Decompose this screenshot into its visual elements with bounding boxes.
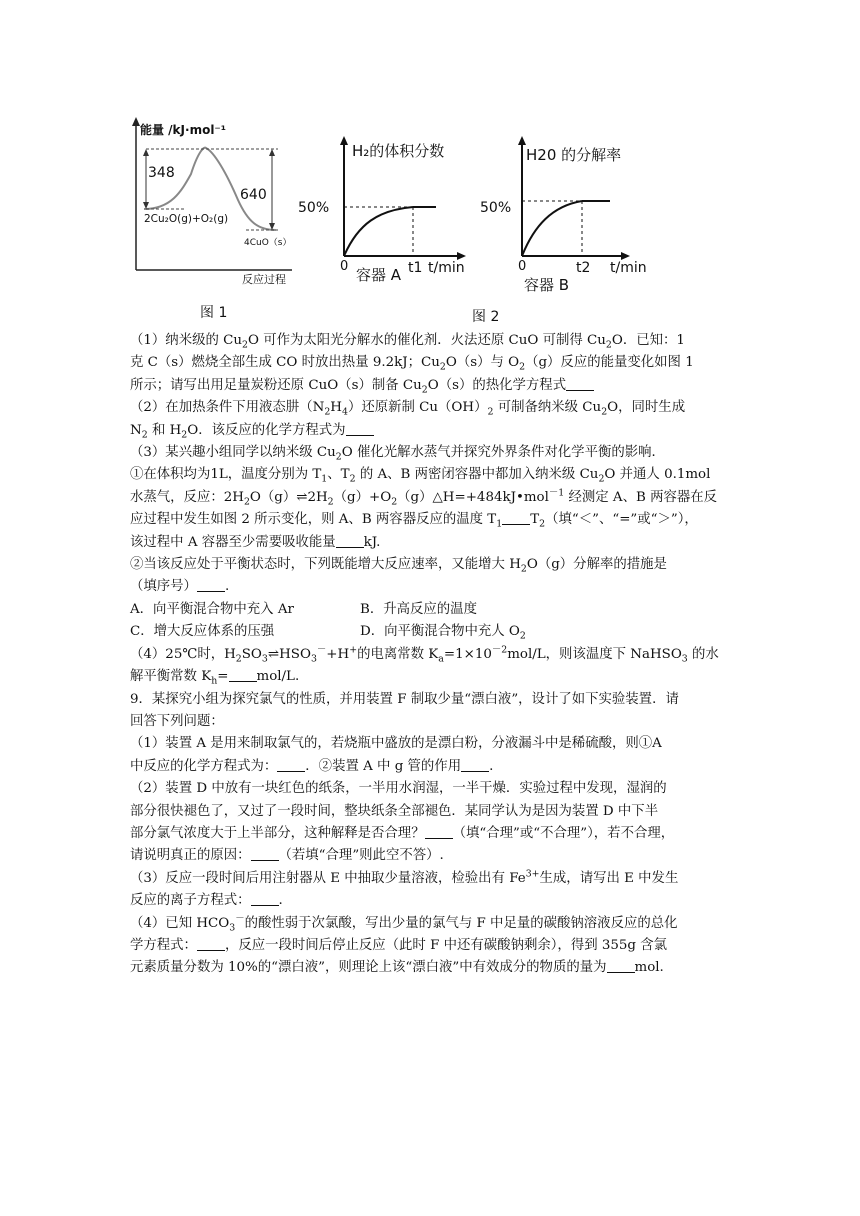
q8-part3-line3: 水蒸气，反应：$2H_2O(g)\rightleftharpoons 2H_2(g)+O_2(g)\triangle H=+484kJ•mol^{-1}$ 经测定 A、B 两容器在反	[130, 487, 718, 508]
figure-2-container-a	[296, 134, 492, 298]
q9-part3-line1: （3）反应一段时间后用注射器从 E 中抽取少量溶液，检验出有 $Fe^{3+}$生成，请写出 E 中发生	[130, 868, 679, 886]
fig2b-t2: t2	[576, 260, 591, 276]
q9-part3-line2: 反应的离子方程式： .	[130, 893, 283, 909]
q9-part2-line2: 部分很快褪色了，又过了一段时间，整块纸条全部褪色．某同学认为是因为装置 D 中下半	[130, 803, 659, 819]
fig2a-tunit: t/min	[428, 260, 465, 276]
fig2a-ylabel: H₂的体积分数	[352, 142, 445, 160]
fig2a-name: 容器 A	[356, 266, 402, 284]
fig1-xlabel: 反应过程	[242, 273, 286, 286]
q8-part3-line4: 应过程中发生如图 2 所示变化，则 A、B 两容器反应的温度 $T_1$ $T_2$（填“＜”、“=”或“＞”），	[130, 512, 698, 530]
fig1-y-arrow	[132, 117, 140, 126]
fig2a-curve	[344, 207, 413, 256]
figure-1-caption: 图 1	[200, 305, 228, 321]
figure-2-container-b	[478, 134, 674, 298]
q8-part3-line7: （填序号） .	[130, 579, 230, 595]
q9-part4-line3: 元素质量分数为 10%的“漂白液”，则理论上该“漂白液”中有效成分的物质的量为 mol.	[130, 960, 664, 976]
q8-part2-line2: $N_2$ 和 $H_2O$．该反应的化学方程式为	[130, 420, 740, 442]
q8-part1-line1: （1）纳米级的 $Cu_2O$ 可作为太阳光分解水的催化剂．火法还原 CuO 可制得 $Cu_2O$．已知：1	[130, 333, 685, 351]
q9-part1-line1: （1）装置 A 是用来制取氯气的，若烧瓶中盛放的是漂白粉，分液漏斗中是稀硫酸，则①A	[130, 736, 662, 752]
q8-options-ab: A．向平衡混合物中充入 Ar B．升高反应的温度	[130, 601, 477, 617]
fig2a-t1: t1	[408, 260, 423, 276]
q9-stem-line1: 9．某探究小组为探究氯气的性质，并用装置 F 制取少量“漂白液”，设计了如下实验装置．请	[130, 691, 679, 707]
question-text	[130, 330, 740, 980]
figure-1-energy-diagram	[126, 112, 294, 292]
fig2b-ylabel: H20 的分解率	[526, 146, 622, 164]
fig2b-tunit: t/min	[610, 260, 647, 276]
q8-part3-line5: 该过程中 A 容器至少需要吸收能量 kJ.	[130, 534, 381, 550]
q8-part3-line1: （3）某兴趣小组同学以纳米级 $Cu_2O$ 催化光解水蒸气并探究外界条件对化学平衡的影响．	[130, 445, 665, 463]
q8-part3-line6: ②当该反应处于平衡状态时，下列既能增大反应速率，又能增大 $H_2O(g)$分解率的措施是	[130, 557, 667, 575]
fig2a-ytick: 50%	[298, 200, 330, 216]
fig1-reactants: 2Cu₂O(g)+O₂(g)	[144, 213, 229, 225]
q9-part1-line2: 中反应的化学方程式为： ．②装置 A 中 g 管的作用 .	[130, 758, 494, 774]
fig1-label-348: 348	[148, 165, 175, 181]
q8-part4-line2: 解平衡常数 $K_h= mol/L$.	[130, 669, 300, 687]
q8-part3-line2: ①在体积均为1L，温度分别为 $T_1$、$T_2$ 的 A、B 两密闭容器中都加入纳米级 $Cu_2O$ 并通人 0.1mol	[130, 467, 711, 486]
fig2a-origin: 0	[340, 259, 349, 274]
q9-part2-line4: 请说明真正的原因： （若填“合理”则此空不答）.	[130, 848, 444, 864]
fig2b-ytick: 50%	[480, 200, 512, 216]
fig2b-name: 容器 B	[524, 276, 570, 294]
fig1-products: 4CuO（s）	[244, 238, 292, 248]
q8-options-cd: C．增大反应体系的压强 D．向平衡混合物中充人 $O_2$	[130, 624, 526, 642]
figure-2-caption: 图 2	[472, 309, 500, 325]
q8-part1-line2: 克 C（s）燃烧全部生成 CO 时放出热量 9.2kJ；$Cu_2O(s)$与 $O_2(g)$反应的能量变化如图 1	[130, 355, 694, 374]
q9-part2-line3: 部分氯气浓度大于上半部分，这种解释是否合理？ （填“合理”或“不合理”），若不合理，	[130, 825, 675, 841]
q9-part4-line1: （4）已知 $HCO_3^-$的酸性弱于次氯酸，写出少量的氯气与 F 中足量的碳酸钠溶液反应的总化	[130, 913, 678, 934]
q8-part4-line1: （4）25℃时，$H_2SO_3\rightleftharpoons HSO_3^-+H^+$的电离常数 $K_a=1\times 10^{-2}mol/L$，则该温度下 NaHSO$_3$ 的水	[130, 644, 719, 665]
q8-part2-line1: （2）在加热条件下用液态肼$(N_2H_4)$还原新制 $Cu(OH)_2$ 可制备纳米级 $Cu_2O$，同时生成	[130, 400, 686, 418]
fig2b-origin: 0	[518, 259, 527, 274]
fig2b-curve	[522, 201, 582, 256]
q9-part2-line1: （2）装置 D 中放有一块红色的纸条，一半用水润湿，一半干燥．实验过程中发现，湿润的	[130, 781, 667, 797]
q9-stem-line2: 回答下列问题：	[130, 713, 224, 729]
fig1-ylabel: 能量 /kJ·mol⁻¹	[140, 123, 227, 137]
q9-part4-line2: 学方程式： ，反应一段时间后停止反应（此时 F 中还有碳酸钠剩余），得到 355g 含氯	[130, 937, 668, 953]
fig1-label-640: 640	[240, 187, 267, 203]
q8-part1-line3: 所示；请写出用足量炭粉还原 CuO（s）制备 $Cu_2O(s)$的热化学方程式	[130, 375, 740, 397]
